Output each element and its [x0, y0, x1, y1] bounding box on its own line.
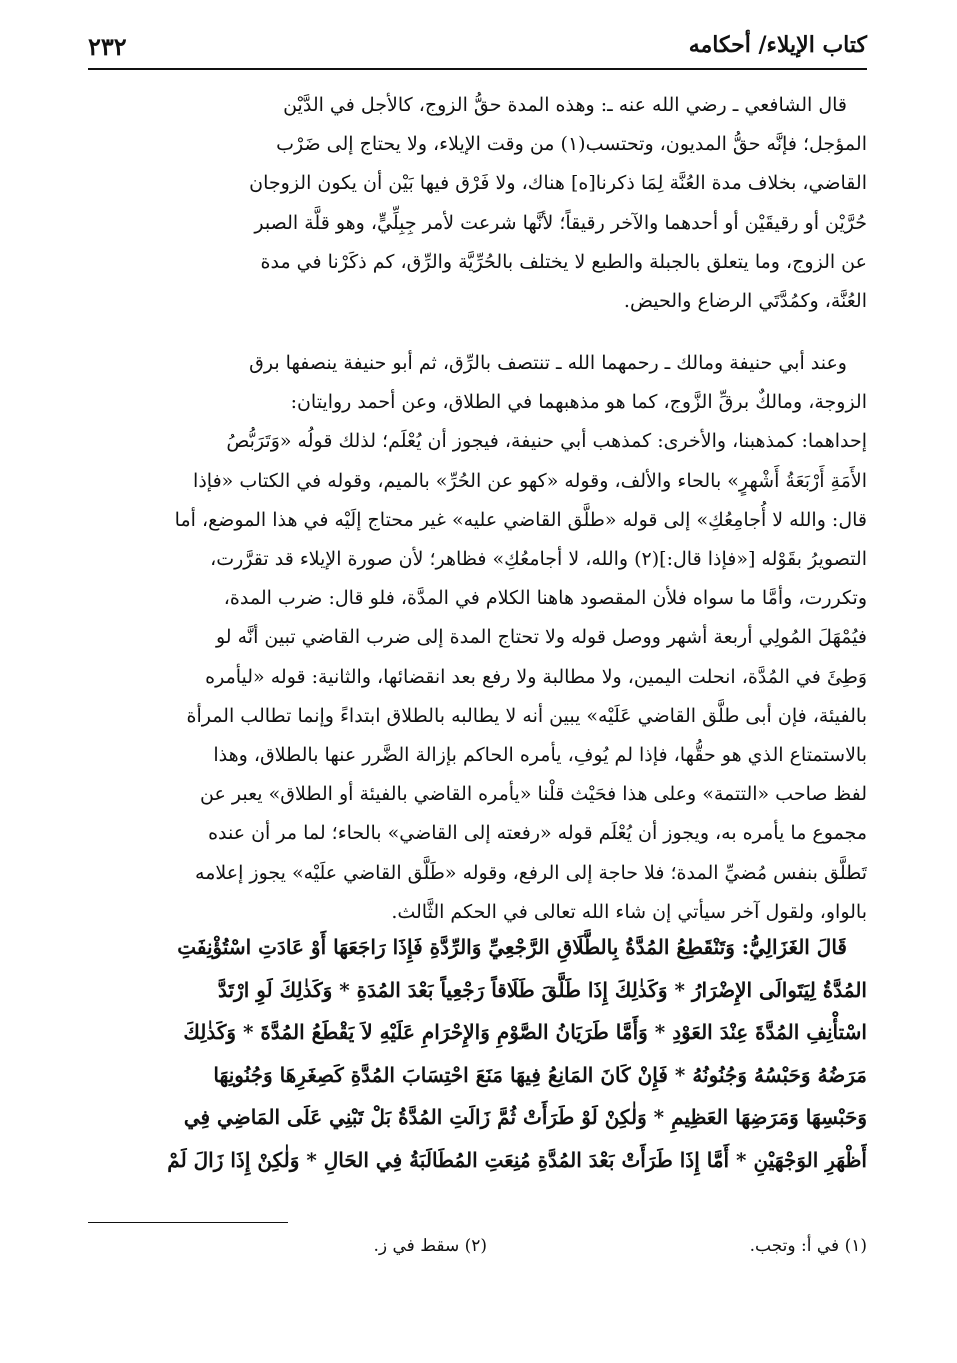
text-line: وتكررت، وأمَّا ما سواه فلأن المقصود هاهنا الكلام في المدَّة، فلو قال: ضرب المدة،: [223, 587, 867, 610]
text-line: وَطِئَ في المُدَّة، انحلت اليمين، ولا مطالبة ولا رفع بعد انقضائها، والثانية: قوله «ليأمره: [205, 665, 867, 688]
text-line: مجموع ما يأمره به، ويجوز أن يُعْلَم قوله «رفعته إلى القاضي» بالحاء؛ لما مر أن عنده: [208, 822, 867, 845]
text-line: حُرَّيْن أو رقيقَيْن أو أحدهما والآخر رقيقاً؛ لأنَّها شرعت لأمر جِبِلِّيٍّ، وهو قلَّة الصبر: [254, 211, 867, 234]
text-line: المؤجل؛ فإنَّه حقُّ المديون، وتحتسب(١) من وقت الإيلاء، ولا يحتاج إلى ضَرْب: [276, 133, 867, 156]
text-line: إحداهما: كمذهبنا، والأخرى: كمذهب أبي حنيفة، فيجوز أن يُعْلَم؛ لذلك قولُه «وَتَرَبُّصُ: [226, 430, 867, 453]
text-line: تَطلَّق بنفس مُضيِّ المدة؛ فلا حاجة إلى الرفع، وقوله «طَلَّق القاضي علَيْه» يجوز إعلامه: [195, 861, 867, 884]
text-line: وَحَبْسِهَا وَمَرَضِهَا العَظِيمِ * وَلٰكِنْ لَوْ طَرَأَتْ ثُمَّ زَالَتِ المُدَّةُ بَلْ تَبْنِي عَلَى المَاضِي فِي: [183, 1105, 867, 1129]
text-line: قال: والله لا أُجامِعُكِ» إلى قوله «طلَّق القاضي عليه» غير محتاج إلَيْه في هذا الموضع، أما: [174, 508, 867, 531]
text-line: المُدَّةُ لِيَتَوالَى الإِضْرَارُ * وَكَذٰلِكَ إِذَا طَلَّقَ طَلَاقاً رَجْعِياً بَعْدَ المُدَةِ * وَكَذٰلِكَ لَوِ ارْتَدَّ: [217, 977, 867, 1002]
footnote-1: (١) في أ: وتجب.: [749, 1236, 867, 1256]
footnote-divider: [88, 1222, 288, 1223]
text-line: مَرَضُهُ وَحَبْسُهُ وَجُنُونُهُ * فَإِنْ كَانَ المَانِعُ فِيهَا مَنَعَ احْتِسَابَ المُدَّةِ كَصِغَرِهَا وَجُنُونِهَا: [213, 1062, 867, 1087]
text-line: وعند أبي حنيفة ومالك ـ رحمهما الله ـ تنتصف بالرِّق، ثم أبو حنيفة ينصفها برق: [249, 352, 847, 374]
footnote-2: (٢) سقط في ز.: [373, 1236, 487, 1256]
text-line: الزوجة، ومالكٌ برقِّ الزَّوج، كما هو مذهبهما في الطلاق، وعن أحمد روايتان:: [290, 391, 867, 414]
text-line: لفظ صاحب «التتمة» وعلى هذا فحَيْث قلْنا «يأمره القاضي بالفيئة أو الطلاق» يعبر عن: [200, 783, 867, 806]
text-line: الأَمَةِ أَرْبَعَةُ أَشْهرٍ» بالحاء والألف، وقوله «كهو عن الحُرِّ» بالميم، وقوله في الكتاب «فإذا: [193, 469, 867, 492]
text-line: اسْتأْنِفِ المُدَّةَ عِنْدَ العَوْدِ * وَأَمَّا طَرَيَانُ الصَّوْمِ وَالإِحْرَامِ عَلَيْهِ لاَ يَقْطَعُ المُدَّةَ * وَكَذٰلِكَ: [183, 1020, 867, 1044]
text-line: بالاستمتاع الذي هو حقُّها، فإذا لم يُوفِ، يأمره الحاكم بإزالة الضَّرر عنها بالطلاق، وهذا: [213, 744, 867, 767]
text-line: قال الشافعي ـ رضي الله عنه ـ: وهذه المدة حقُّ الزوج، كالأجل في الدَّيْن: [283, 94, 847, 116]
page-number: ٢٣٢: [88, 32, 127, 61]
text-line: فيُمْهَلَ المُولِي أربعة أشهر ووصل قوله ولا تحتاج المدة إلى ضرب القاضي تبين أنَّه لو: [215, 626, 867, 649]
paragraph-ghazali-matn: [88, 926, 867, 1181]
text-line: عن الزوج، وما يتعلق بالجبلة والطبع لا يختلف بالحُرِّيَّة والرِّق، كم ذكَرْنا في مدة: [260, 250, 867, 273]
text-line: العُنَّة، وكمُدَّتَي الرضاع والحيض.: [623, 290, 867, 313]
paragraph-shafii: [88, 86, 867, 321]
text-line: التصويرُ بقَوْله [«فإذا قال:](٢) والله، لا أجامعُكِ» فظاهر؛ لأن صورة الإيلاء قد تقرَّرت،: [210, 548, 867, 571]
text-line: قَالَ الغَزَالِيُّ: وَتَنْقَطِعُ المُدَّةُ بِالطَّلَاقِ الرَّجْعِيِّ وَالرِّدَّةِ فَإِذَا رَاجَعَهَا أَوْ عَادَتِ اسْتُؤْنِفَتِ: [177, 935, 847, 959]
text-line: بالواو، ولقول آخر سيأتي إن شاء الله تعالى في الحكم الثَّالث.: [391, 900, 867, 923]
text-line: القاضي، بخلاف مدة العُنَّة لِمَا ذكرنا[ه] هناك، ولا فَرْق فيها بَيْن أن يكون الزوجان: [249, 172, 867, 195]
page-header: [88, 28, 867, 70]
running-title: كتاب الإيلاء/ أحكامه: [688, 32, 867, 58]
text-line: بالفيئة، فإن أبى طلَّق القاضي عَلَيْه» يبين أنه لا يطالبه بالطلاق ابتداءً وإنما تطالب المرأة: [186, 704, 867, 727]
text-line: أَظْهَرِ الوَجْهَيْنِ * أَمَّا إِذَا طَرَأَتْ بَعْدَ المُدَّةِ مُنِعَتِ المُطَالَبَةُ فِي الحَالِ * وَلٰكِنْ إِذَا زَالَ لَمْ: [167, 1147, 867, 1172]
paragraph-abu-hanifa: [88, 344, 867, 932]
